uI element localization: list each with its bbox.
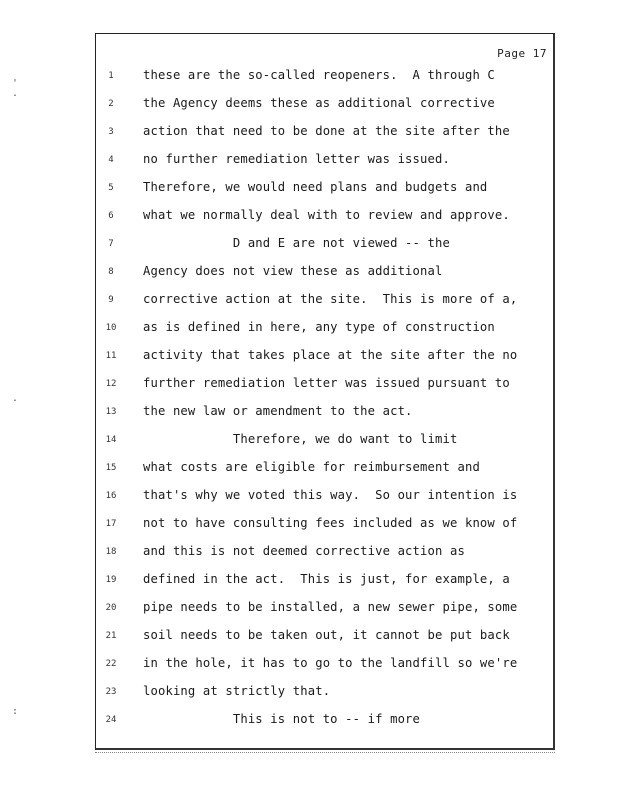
line-number: 23 xyxy=(105,687,117,697)
line-text: corrective action at the site. This is more of a, xyxy=(143,292,518,306)
line-text: the new law or amendment to the act. xyxy=(143,404,413,418)
line-number: 24 xyxy=(105,715,117,725)
line-text: soil needs to be taken out, it cannot be put back xyxy=(143,628,510,642)
line-number: 3 xyxy=(108,127,114,137)
line-text: and this is not deemed corrective action as xyxy=(143,544,465,558)
line-text: no further remediation letter was issued. xyxy=(143,152,450,166)
line-number: 11 xyxy=(105,351,117,361)
line-text: further remediation letter was issued pursuant to xyxy=(143,376,510,390)
line-text: action that need to be done at the site after the xyxy=(143,124,510,138)
line-number: 4 xyxy=(108,155,114,165)
line-text: that's why we voted this way. So our intention is xyxy=(143,488,518,502)
line-number: 7 xyxy=(108,239,114,249)
line-text: as is defined in here, any type of construction xyxy=(143,320,495,334)
line-text: Agency does not view these as additional xyxy=(143,264,443,278)
line-text: in the hole, it has to go to the landfill so we're xyxy=(143,656,518,670)
margin-mark: . xyxy=(12,88,19,99)
line-number: 17 xyxy=(105,519,117,529)
page-number: Page 17 xyxy=(497,47,547,60)
line-text: what we normally deal with to review and approve. xyxy=(143,208,510,222)
line-text: what costs are eligible for reimbursement and xyxy=(143,460,480,474)
line-text: not to have consulting fees included as we know of xyxy=(143,516,518,530)
line-number: 8 xyxy=(108,267,114,277)
line-text: Therefore, we do want to limit xyxy=(143,432,458,446)
line-number: 1 xyxy=(108,71,114,81)
line-text: these are the so-called reopeners. A through C xyxy=(143,68,495,82)
line-number: 10 xyxy=(105,323,117,333)
line-text: activity that takes place at the site after the no xyxy=(143,348,518,362)
scan-edge-line xyxy=(95,752,555,755)
margin-mark: ' xyxy=(12,78,19,89)
line-number: 20 xyxy=(105,603,117,613)
line-text: pipe needs to be installed, a new sewer pipe, some xyxy=(143,600,518,614)
line-number: 15 xyxy=(105,463,117,473)
line-text: the Agency deems these as additional corrective xyxy=(143,96,495,110)
line-number: 9 xyxy=(108,295,114,305)
line-number: 18 xyxy=(105,547,117,557)
line-number: 2 xyxy=(108,99,114,109)
line-number: 19 xyxy=(105,575,117,585)
transcript-page xyxy=(95,33,555,750)
line-number: 14 xyxy=(105,435,117,445)
margin-mark: . xyxy=(12,393,19,404)
line-text: defined in the act. This is just, for example, a xyxy=(143,572,510,586)
margin-mark: : xyxy=(12,706,19,717)
line-number: 13 xyxy=(105,407,117,417)
line-text: looking at strictly that. xyxy=(143,684,331,698)
line-text: D and E are not viewed -- the xyxy=(143,236,450,250)
line-number: 16 xyxy=(105,491,117,501)
line-text: Therefore, we would need plans and budgets and xyxy=(143,180,488,194)
line-number: 5 xyxy=(108,183,114,193)
line-number: 21 xyxy=(105,631,117,641)
line-text: This is not to -- if more xyxy=(143,712,421,726)
line-number: 12 xyxy=(105,379,117,389)
line-number: 22 xyxy=(105,659,117,669)
line-number: 6 xyxy=(108,211,114,221)
